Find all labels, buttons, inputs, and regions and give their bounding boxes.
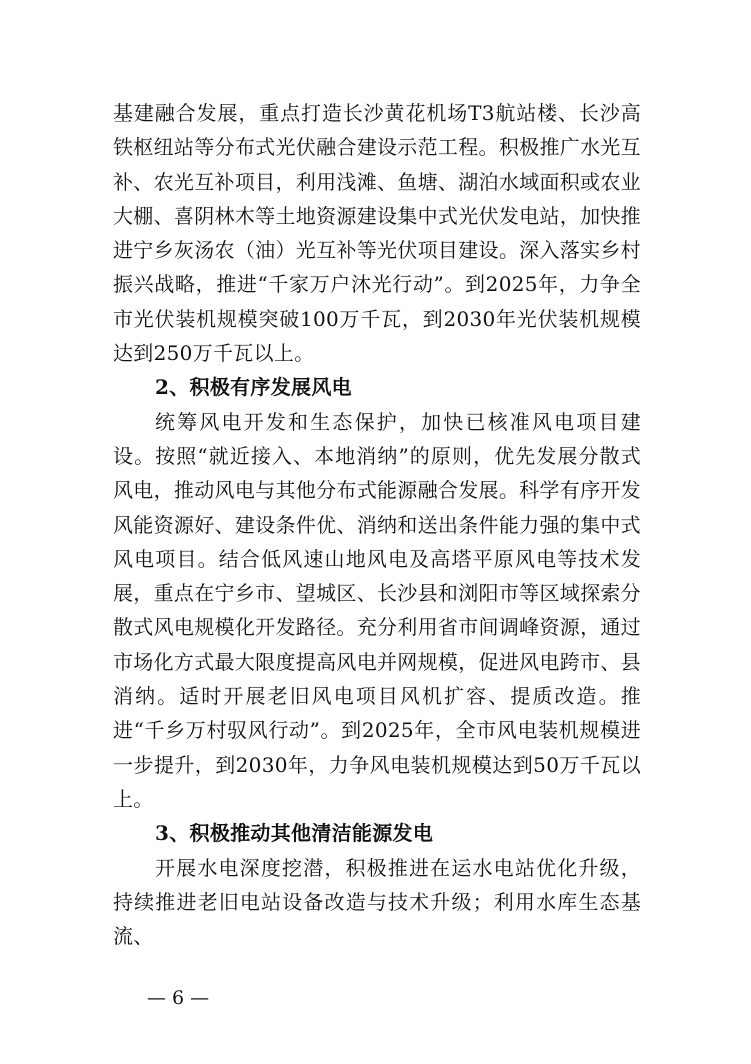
document-body bbox=[113, 96, 641, 953]
page-number: — 6 — bbox=[147, 987, 210, 1009]
paragraph-solar-continued: 基建融合发展，重点打造长沙黄花机场T3航站楼、长沙高铁枢纽站等分布式光伏融合建设示范工程。积极推广水光互补、农光互补项目，利用浅滩、鱼塘、湖泊水域面积或农业大棚、喜阴林木等土地资源建设集中式光伏发电站，加快推进宁乡灰汤农（油）光互补等光伏项目建设。深入落实乡村振兴战略，推进“千家万户沐光行动”。到2025年，力争全市光伏装机规模突破100万千瓦，到2030年光伏装机规模达到250万千瓦以上。 bbox=[113, 101, 641, 366]
paragraph-hydropower: 开展水电深度挖潜，积极推进在运水电站优化升级，持续推进老旧电站设备改造与技术升级；利用水库生态基流、 bbox=[113, 855, 641, 949]
paragraph-wind-power: 统筹风电开发和生态保护，加快已核准风电项目建设。按照“就近接入、本地消纳”的原则，优先发展分散式风电，推动风电与其他分布式能源融合发展。科学有序开发风能资源好、建设条件优、消纳和送出条件能力强的集中式风电项目。结合低风速山地风电及高塔平原风电等技术发展，重点在宁乡市、望城区、长沙县和浏阳市等区域探索分散式风电规模化开发路径。充分利用省市间调峰资源，通过市场化方式最大限度提高风电并网规模，促进风电跨市、县消纳。适时开展老旧风电项目风机扩容、提质改造。推进“千乡万村驭风行动”。到2025年，全市风电装机规模进一步提升，到2030年，力争风电装机规模达到50万千瓦以上。 bbox=[113, 409, 641, 811]
section-heading-wind-power: 2、积极有序发展风电 bbox=[155, 375, 352, 400]
section-heading-other-clean-energy: 3、积极推动其他清洁能源发电 bbox=[155, 821, 434, 846]
